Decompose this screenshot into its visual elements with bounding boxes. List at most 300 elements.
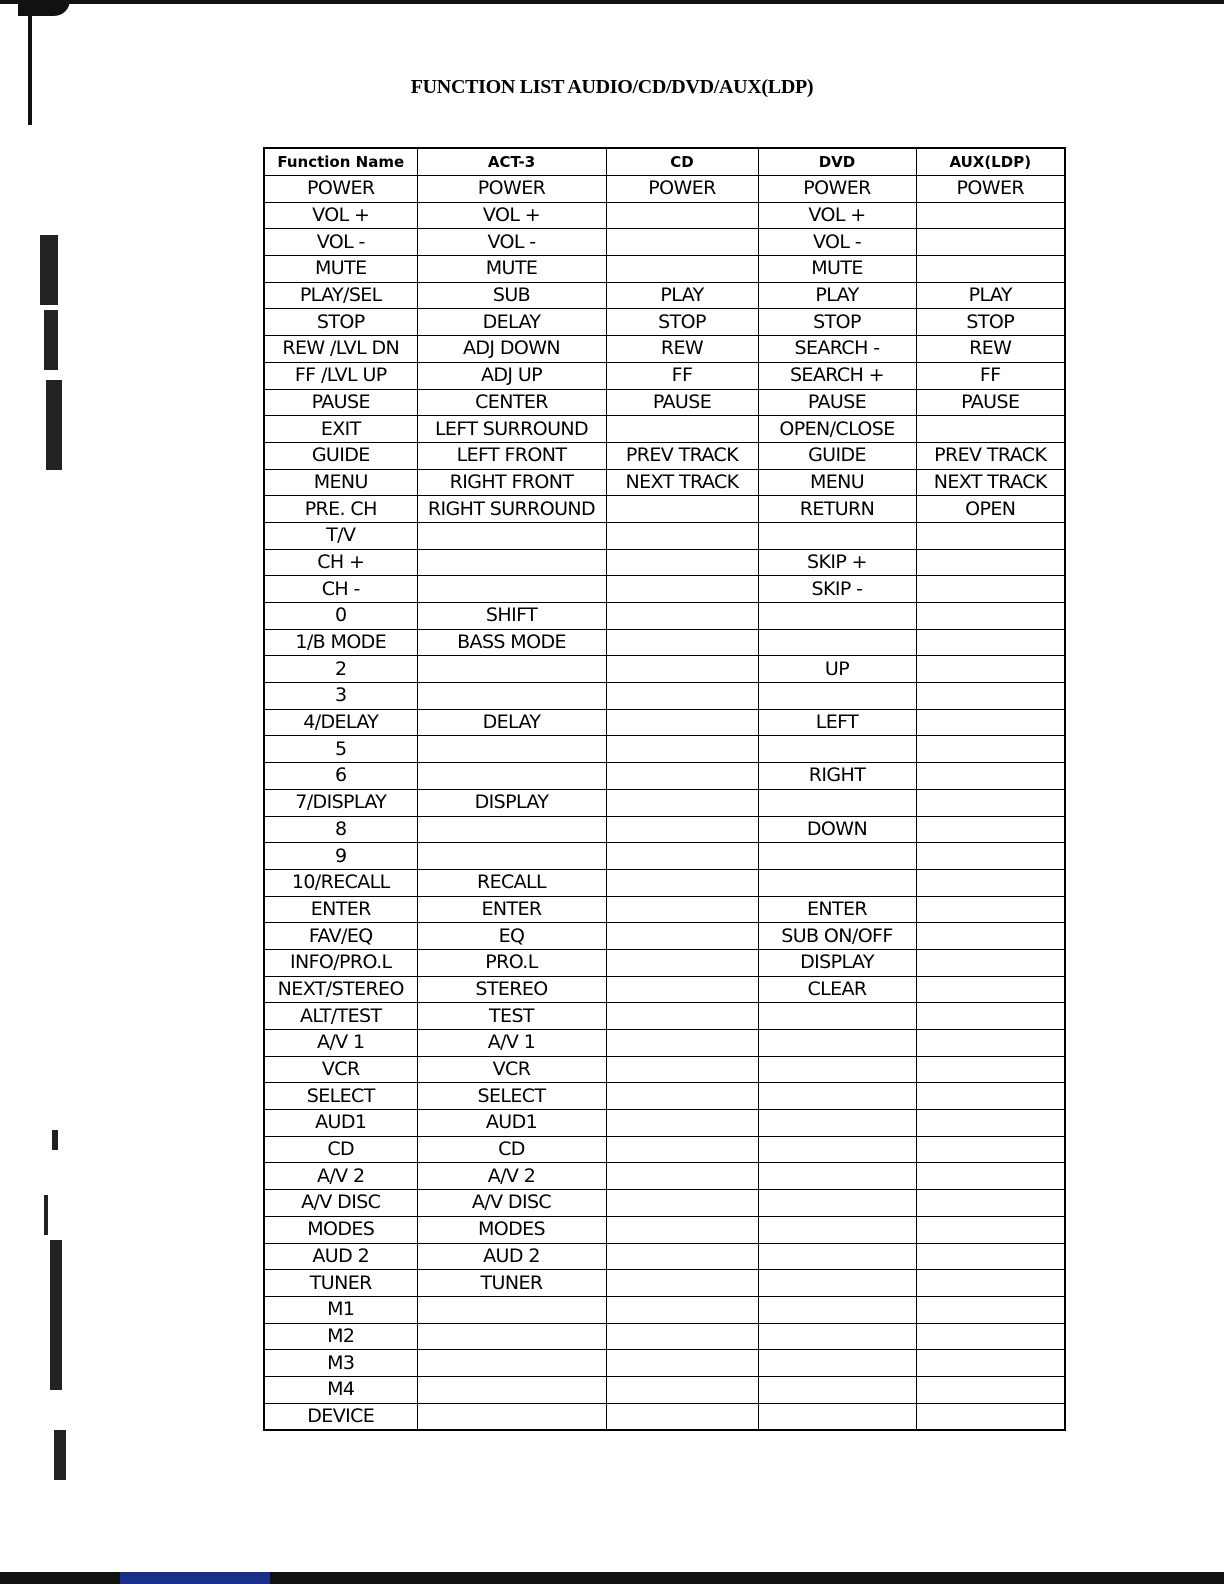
cd-cell — [606, 522, 758, 549]
aux-ldp-cell — [916, 763, 1065, 790]
act3-cell: SELECT — [417, 1083, 606, 1110]
cd-cell — [606, 763, 758, 790]
function-name-cell: 8 — [264, 816, 417, 843]
header-dvd: DVD — [758, 148, 916, 176]
cd-cell — [606, 896, 758, 923]
cd-cell — [606, 1056, 758, 1083]
function-name-cell: M3 — [264, 1350, 417, 1377]
act3-cell: LEFT FRONT — [417, 442, 606, 469]
function-name-cell: MUTE — [264, 256, 417, 283]
scan-mark — [44, 310, 58, 370]
act3-cell: VOL + — [417, 202, 606, 229]
table-row — [264, 496, 1065, 523]
act3-cell: STEREO — [417, 976, 606, 1003]
act3-cell: SUB — [417, 282, 606, 309]
table-row — [264, 389, 1065, 416]
dvd-cell — [758, 1110, 916, 1137]
function-name-cell: 0 — [264, 603, 417, 630]
aux-ldp-cell — [916, 1376, 1065, 1403]
cd-cell — [606, 576, 758, 603]
cd-cell — [606, 1190, 758, 1217]
dvd-cell: VOL - — [758, 229, 916, 256]
function-name-cell: STOP — [264, 309, 417, 336]
table-row — [264, 1243, 1065, 1270]
table-row — [264, 1323, 1065, 1350]
dvd-cell — [758, 629, 916, 656]
scan-mark — [50, 1240, 62, 1390]
aux-ldp-cell: FF — [916, 362, 1065, 389]
function-name-cell: FF /LVL UP — [264, 362, 417, 389]
aux-ldp-cell — [916, 1083, 1065, 1110]
dvd-cell: UP — [758, 656, 916, 683]
table-row — [264, 416, 1065, 443]
table-row — [264, 1376, 1065, 1403]
function-name-cell: 10/RECALL — [264, 869, 417, 896]
cd-cell — [606, 656, 758, 683]
aux-ldp-cell — [916, 1216, 1065, 1243]
cd-cell — [606, 1136, 758, 1163]
function-name-cell: PLAY/SEL — [264, 282, 417, 309]
function-name-cell: FAV/EQ — [264, 923, 417, 950]
act3-cell — [417, 1403, 606, 1430]
aux-ldp-cell — [916, 1323, 1065, 1350]
act3-cell: ADJ DOWN — [417, 336, 606, 363]
aux-ldp-cell — [916, 229, 1065, 256]
dvd-cell — [758, 522, 916, 549]
dvd-cell: VOL + — [758, 202, 916, 229]
aux-ldp-cell — [916, 1350, 1065, 1377]
function-name-cell: SELECT — [264, 1083, 417, 1110]
act3-cell — [417, 683, 606, 710]
aux-ldp-cell — [916, 202, 1065, 229]
table-row — [264, 1083, 1065, 1110]
function-name-cell: TUNER — [264, 1270, 417, 1297]
act3-cell: DELAY — [417, 309, 606, 336]
cd-cell — [606, 1323, 758, 1350]
function-name-cell: 1/B MODE — [264, 629, 417, 656]
aux-ldp-cell — [916, 1136, 1065, 1163]
cd-cell: PREV TRACK — [606, 442, 758, 469]
aux-ldp-cell — [916, 816, 1065, 843]
act3-cell — [417, 763, 606, 790]
cd-cell — [606, 949, 758, 976]
dvd-cell — [758, 843, 916, 870]
aux-ldp-cell — [916, 976, 1065, 1003]
cd-cell — [606, 976, 758, 1003]
table-row — [264, 282, 1065, 309]
act3-cell: VOL - — [417, 229, 606, 256]
act3-cell — [417, 656, 606, 683]
function-table — [263, 147, 1066, 1431]
act3-cell — [417, 1296, 606, 1323]
act3-cell: BASS MODE — [417, 629, 606, 656]
table-row — [264, 256, 1065, 283]
header-cd: CD — [606, 148, 758, 176]
dvd-cell — [758, 1296, 916, 1323]
aux-ldp-cell — [916, 1163, 1065, 1190]
act3-cell: MUTE — [417, 256, 606, 283]
cd-cell — [606, 869, 758, 896]
table-row — [264, 1003, 1065, 1030]
table-row — [264, 1270, 1065, 1297]
act3-cell: TUNER — [417, 1270, 606, 1297]
table-row — [264, 202, 1065, 229]
act3-cell: AUD1 — [417, 1110, 606, 1137]
dvd-cell: DISPLAY — [758, 949, 916, 976]
table-row — [264, 442, 1065, 469]
aux-ldp-cell — [916, 1190, 1065, 1217]
table-row — [264, 229, 1065, 256]
cd-cell — [606, 629, 758, 656]
cd-cell: PLAY — [606, 282, 758, 309]
cd-cell: FF — [606, 362, 758, 389]
dvd-cell: SEARCH - — [758, 336, 916, 363]
cd-cell — [606, 416, 758, 443]
dvd-cell: RETURN — [758, 496, 916, 523]
cd-cell — [606, 229, 758, 256]
cd-cell — [606, 1030, 758, 1057]
function-name-cell: M4 — [264, 1376, 417, 1403]
table-row — [264, 176, 1065, 203]
aux-ldp-cell — [916, 1243, 1065, 1270]
table-row — [264, 1350, 1065, 1377]
dvd-cell: PAUSE — [758, 389, 916, 416]
table-row — [264, 683, 1065, 710]
act3-cell: RIGHT SURROUND — [417, 496, 606, 523]
act3-cell: SHIFT — [417, 603, 606, 630]
act3-cell: RIGHT FRONT — [417, 469, 606, 496]
scan-mark — [46, 380, 62, 470]
function-name-cell: VOL - — [264, 229, 417, 256]
function-name-cell: POWER — [264, 176, 417, 203]
dvd-cell — [758, 1003, 916, 1030]
cd-cell — [606, 1163, 758, 1190]
function-name-cell: EXIT — [264, 416, 417, 443]
cd-cell — [606, 1243, 758, 1270]
table-row — [264, 629, 1065, 656]
cd-cell: NEXT TRACK — [606, 469, 758, 496]
dvd-cell: STOP — [758, 309, 916, 336]
dvd-cell — [758, 1163, 916, 1190]
scan-mark — [44, 1195, 48, 1235]
cd-cell — [606, 603, 758, 630]
table-row — [264, 949, 1065, 976]
cd-cell — [606, 202, 758, 229]
function-name-cell: M1 — [264, 1296, 417, 1323]
cd-cell — [606, 1376, 758, 1403]
aux-ldp-cell: OPEN — [916, 496, 1065, 523]
function-name-cell: CD — [264, 1136, 417, 1163]
act3-cell: EQ — [417, 923, 606, 950]
dvd-cell: SKIP + — [758, 549, 916, 576]
aux-ldp-cell — [916, 576, 1065, 603]
document-title: FUNCTION LIST AUDIO/CD/DVD/AUX(LDP) — [410, 76, 814, 98]
aux-ldp-cell — [916, 256, 1065, 283]
function-name-cell: 5 — [264, 736, 417, 763]
cd-cell — [606, 709, 758, 736]
aux-ldp-cell — [916, 629, 1065, 656]
function-name-cell: MODES — [264, 1216, 417, 1243]
act3-cell: POWER — [417, 176, 606, 203]
cd-cell: STOP — [606, 309, 758, 336]
table-header — [264, 148, 1065, 176]
table-row — [264, 1136, 1065, 1163]
dvd-cell — [758, 789, 916, 816]
function-name-cell: NEXT/STEREO — [264, 976, 417, 1003]
dvd-cell — [758, 1350, 916, 1377]
dvd-cell — [758, 1270, 916, 1297]
function-name-cell: A/V 1 — [264, 1030, 417, 1057]
cd-cell: PAUSE — [606, 389, 758, 416]
function-name-cell: 3 — [264, 683, 417, 710]
cd-cell — [606, 1296, 758, 1323]
cd-cell — [606, 1110, 758, 1137]
dvd-cell: DOWN — [758, 816, 916, 843]
dvd-cell: SEARCH + — [758, 362, 916, 389]
table-row — [264, 549, 1065, 576]
function-name-cell: AUD1 — [264, 1110, 417, 1137]
aux-ldp-cell — [916, 1030, 1065, 1057]
table-row — [264, 1403, 1065, 1430]
act3-cell — [417, 1350, 606, 1377]
table-row — [264, 923, 1065, 950]
function-name-cell: A/V 2 — [264, 1163, 417, 1190]
act3-cell: TEST — [417, 1003, 606, 1030]
dvd-cell: OPEN/CLOSE — [758, 416, 916, 443]
table-row — [264, 1296, 1065, 1323]
function-name-cell: 6 — [264, 763, 417, 790]
function-name-cell: 2 — [264, 656, 417, 683]
cd-cell: POWER — [606, 176, 758, 203]
act3-cell: DISPLAY — [417, 789, 606, 816]
function-name-cell: A/V DISC — [264, 1190, 417, 1217]
function-name-cell: T/V — [264, 522, 417, 549]
dvd-cell: SUB ON/OFF — [758, 923, 916, 950]
cd-cell — [606, 1403, 758, 1430]
cd-cell — [606, 843, 758, 870]
table-row — [264, 763, 1065, 790]
table-row — [264, 1216, 1065, 1243]
scan-mark — [54, 1430, 66, 1480]
aux-ldp-cell — [916, 603, 1065, 630]
table-row — [264, 1056, 1065, 1083]
act3-cell: PRO.L — [417, 949, 606, 976]
cd-cell — [606, 256, 758, 283]
act3-cell: VCR — [417, 1056, 606, 1083]
function-name-cell: DEVICE — [264, 1403, 417, 1430]
table-row — [264, 869, 1065, 896]
act3-cell: RECALL — [417, 869, 606, 896]
dvd-cell: ENTER — [758, 896, 916, 923]
table-row — [264, 469, 1065, 496]
table-body — [264, 176, 1065, 1431]
act3-cell: ADJ UP — [417, 362, 606, 389]
table-row — [264, 1110, 1065, 1137]
cd-cell: REW — [606, 336, 758, 363]
aux-ldp-cell: POWER — [916, 176, 1065, 203]
function-name-cell: GUIDE — [264, 442, 417, 469]
scan-edge-top — [0, 0, 1224, 4]
aux-ldp-cell — [916, 869, 1065, 896]
cd-cell — [606, 736, 758, 763]
table-row — [264, 576, 1065, 603]
table-row — [264, 1163, 1065, 1190]
cd-cell — [606, 683, 758, 710]
aux-ldp-cell — [916, 923, 1065, 950]
aux-ldp-cell — [916, 709, 1065, 736]
function-name-cell: MENU — [264, 469, 417, 496]
function-name-cell: REW /LVL DN — [264, 336, 417, 363]
aux-ldp-cell — [916, 1110, 1065, 1137]
dvd-cell — [758, 1243, 916, 1270]
function-name-cell: M2 — [264, 1323, 417, 1350]
function-name-cell: ALT/TEST — [264, 1003, 417, 1030]
aux-ldp-cell — [916, 1296, 1065, 1323]
dvd-cell: PLAY — [758, 282, 916, 309]
dvd-cell — [758, 1083, 916, 1110]
scan-corner-mark — [18, 0, 70, 16]
table-row — [264, 656, 1065, 683]
function-name-cell: 9 — [264, 843, 417, 870]
scan-mark — [52, 1130, 58, 1150]
cd-cell — [606, 923, 758, 950]
aux-ldp-cell — [916, 416, 1065, 443]
table-row — [264, 816, 1065, 843]
dvd-cell — [758, 1376, 916, 1403]
dvd-cell — [758, 1136, 916, 1163]
function-name-cell: PRE. CH — [264, 496, 417, 523]
function-name-cell: 7/DISPLAY — [264, 789, 417, 816]
scan-edge-bottom-accent — [120, 1572, 270, 1584]
aux-ldp-cell — [916, 549, 1065, 576]
function-name-cell: 4/DELAY — [264, 709, 417, 736]
table-row — [264, 309, 1065, 336]
dvd-cell: SKIP - — [758, 576, 916, 603]
aux-ldp-cell: NEXT TRACK — [916, 469, 1065, 496]
aux-ldp-cell: REW — [916, 336, 1065, 363]
dvd-cell — [758, 1030, 916, 1057]
dvd-cell: RIGHT — [758, 763, 916, 790]
aux-ldp-cell — [916, 1056, 1065, 1083]
function-name-cell: AUD 2 — [264, 1243, 417, 1270]
function-name-cell: CH - — [264, 576, 417, 603]
aux-ldp-cell — [916, 683, 1065, 710]
table-row — [264, 362, 1065, 389]
aux-ldp-cell: PREV TRACK — [916, 442, 1065, 469]
function-name-cell: VOL + — [264, 202, 417, 229]
cd-cell — [606, 496, 758, 523]
act3-cell: MODES — [417, 1216, 606, 1243]
header-act3: ACT-3 — [417, 148, 606, 176]
aux-ldp-cell — [916, 1003, 1065, 1030]
act3-cell: ENTER — [417, 896, 606, 923]
function-name-cell: ENTER — [264, 896, 417, 923]
dvd-cell — [758, 603, 916, 630]
header-function-name: Function Name — [264, 148, 417, 176]
aux-ldp-cell — [916, 896, 1065, 923]
dvd-cell: MUTE — [758, 256, 916, 283]
dvd-cell — [758, 1403, 916, 1430]
aux-ldp-cell — [916, 522, 1065, 549]
act3-cell: A/V DISC — [417, 1190, 606, 1217]
dvd-cell: POWER — [758, 176, 916, 203]
table-row — [264, 1190, 1065, 1217]
function-name-cell: INFO/PRO.L — [264, 949, 417, 976]
table-row — [264, 976, 1065, 1003]
aux-ldp-cell: PLAY — [916, 282, 1065, 309]
act3-cell: CD — [417, 1136, 606, 1163]
act3-cell — [417, 736, 606, 763]
table-row — [264, 603, 1065, 630]
act3-cell — [417, 1323, 606, 1350]
function-name-cell: CH + — [264, 549, 417, 576]
dvd-cell: MENU — [758, 469, 916, 496]
aux-ldp-cell — [916, 843, 1065, 870]
act3-cell: A/V 2 — [417, 1163, 606, 1190]
aux-ldp-cell — [916, 656, 1065, 683]
aux-ldp-cell: PAUSE — [916, 389, 1065, 416]
dvd-cell — [758, 869, 916, 896]
function-name-cell: PAUSE — [264, 389, 417, 416]
act3-cell: DELAY — [417, 709, 606, 736]
act3-cell: LEFT SURROUND — [417, 416, 606, 443]
table-row — [264, 736, 1065, 763]
header-row — [264, 148, 1065, 176]
cd-cell — [606, 1350, 758, 1377]
dvd-cell — [758, 1216, 916, 1243]
dvd-cell — [758, 1056, 916, 1083]
aux-ldp-cell — [916, 949, 1065, 976]
table-row — [264, 522, 1065, 549]
cd-cell — [606, 789, 758, 816]
act3-cell: AUD 2 — [417, 1243, 606, 1270]
cd-cell — [606, 1270, 758, 1297]
table-row — [264, 789, 1065, 816]
aux-ldp-cell — [916, 789, 1065, 816]
dvd-cell — [758, 683, 916, 710]
aux-ldp-cell: STOP — [916, 309, 1065, 336]
cd-cell — [606, 816, 758, 843]
act3-cell — [417, 843, 606, 870]
cd-cell — [606, 1083, 758, 1110]
table-row — [264, 336, 1065, 363]
aux-ldp-cell — [916, 736, 1065, 763]
dvd-cell — [758, 1190, 916, 1217]
header-aux-ldp: AUX(LDP) — [916, 148, 1065, 176]
act3-cell — [417, 522, 606, 549]
act3-cell: A/V 1 — [417, 1030, 606, 1057]
scan-mark — [40, 235, 58, 305]
dvd-cell: GUIDE — [758, 442, 916, 469]
table-row — [264, 709, 1065, 736]
act3-cell — [417, 1376, 606, 1403]
table-row — [264, 896, 1065, 923]
dvd-cell — [758, 736, 916, 763]
scan-edge-left — [28, 0, 32, 125]
act3-cell — [417, 816, 606, 843]
act3-cell — [417, 576, 606, 603]
cd-cell — [606, 549, 758, 576]
aux-ldp-cell — [916, 1270, 1065, 1297]
cd-cell — [606, 1003, 758, 1030]
table-row — [264, 843, 1065, 870]
dvd-cell — [758, 1323, 916, 1350]
act3-cell: CENTER — [417, 389, 606, 416]
function-name-cell: VCR — [264, 1056, 417, 1083]
table-row — [264, 1030, 1065, 1057]
dvd-cell: LEFT — [758, 709, 916, 736]
dvd-cell: CLEAR — [758, 976, 916, 1003]
